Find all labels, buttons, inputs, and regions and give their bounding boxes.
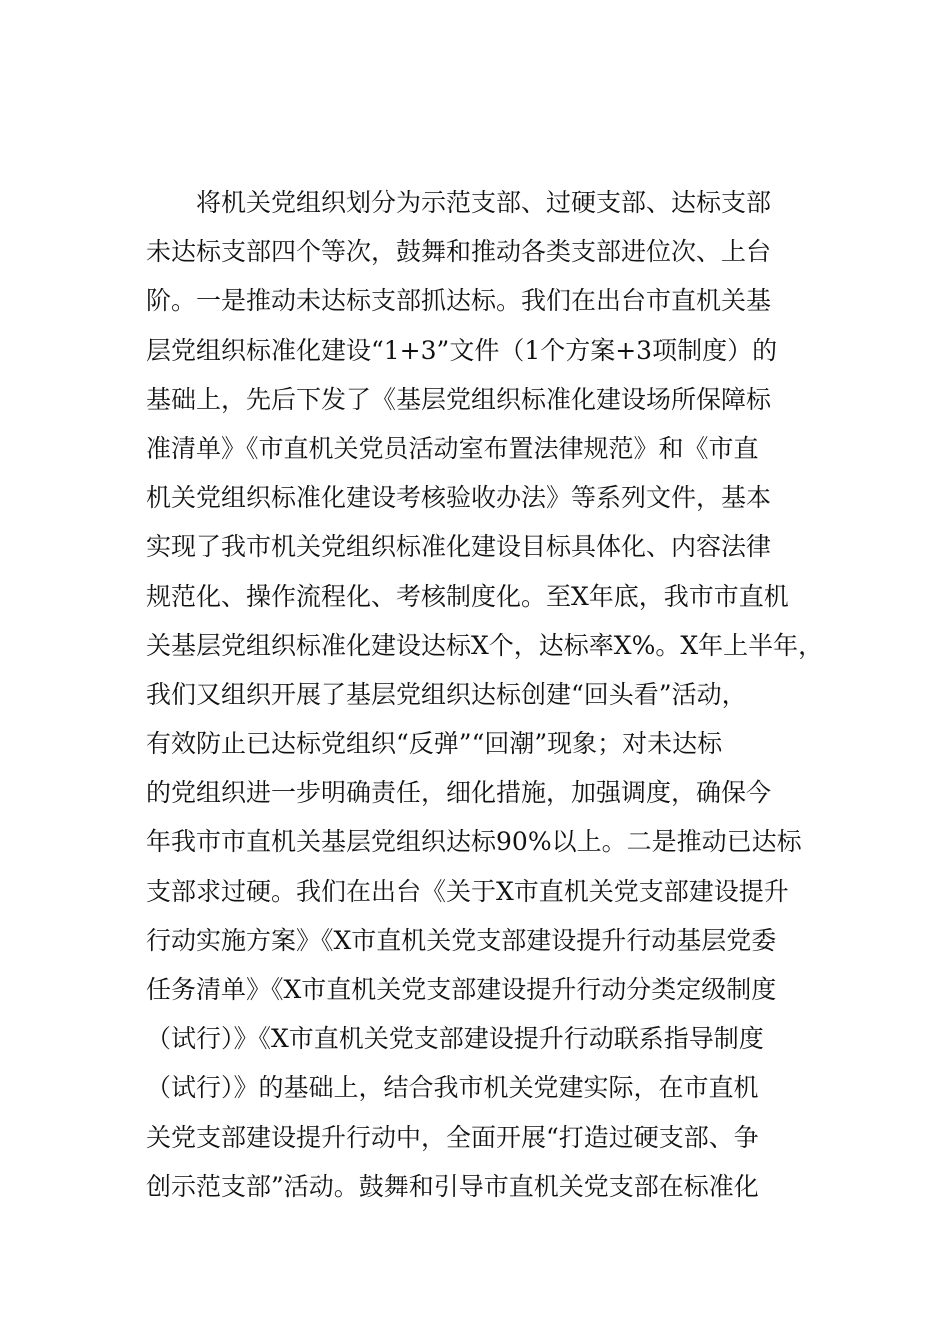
text-line: 未达标支部四个等次，鼓舞和推动各类支部进位次、上台: [146, 237, 772, 267]
body-paragraph: [146, 178, 826, 1211]
text-line: 创示范支部”活动。鼓舞和引导市直机关党支部在标准化: [146, 1171, 759, 1201]
text-line: 我们又组织开展了基层党组织达标创建“回头看”活动，: [146, 679, 747, 709]
text-line: （试行）》《X市直机关党支部建设提升行动联系指导制度: [146, 1024, 764, 1054]
text-line: 关基层党组织标准化建设达标X个，达标率X%。X年上半年，: [146, 630, 824, 660]
text-line: 实现了我市机关党组织标准化建设目标具体化、内容法律: [146, 532, 772, 562]
text-line: 任务清单》《X市直机关党支部建设提升行动分类定级制度: [146, 975, 777, 1004]
text-line: 将机关党组织划分为示范支部、过硬支部、达标支部: [196, 188, 772, 217]
text-line: 规范化、操作流程化、考核制度化。至X年底，我市市直机: [146, 581, 789, 611]
text-line: （试行）》的基础上，结合我市机关党建实际，在市直机: [146, 1073, 759, 1103]
text-line: 的党组织进一步明确责任，细化措施，加强调度，确保今: [146, 778, 772, 808]
text-line: 准清单》《市直机关党员活动室布置法律规范》和《市直: [146, 433, 759, 463]
text-line: 机关党组织标准化建设考核验收办法》等系列文件，基本: [146, 483, 772, 513]
text-line: 行动实施方案》《X市直机关党支部建设提升行动基层党委: [146, 925, 777, 955]
text-line: 有效防止已达标党组织“反弹”“回潮”现象；对未达标: [146, 729, 723, 759]
text-line: 支部求过硬。我们在出台《关于X市直机关党支部建设提升: [146, 876, 789, 906]
text-line: 年我市市直机关基层党组织达标90%以上。二是推动已达标: [146, 827, 802, 857]
text-line: 基础上，先后下发了《基层党组织标准化建设场所保障标: [146, 384, 772, 414]
text-line: 关党支部建设提升行动中，全面开展“打造过硬支部、争: [146, 1122, 759, 1152]
text-line: 阶。一是推动未达标支部抓达标。我们在出台市直机关基: [146, 286, 772, 316]
text-line: 层党组织标准化建设“1+3”文件（1个方案+3项制度）的: [146, 335, 778, 365]
